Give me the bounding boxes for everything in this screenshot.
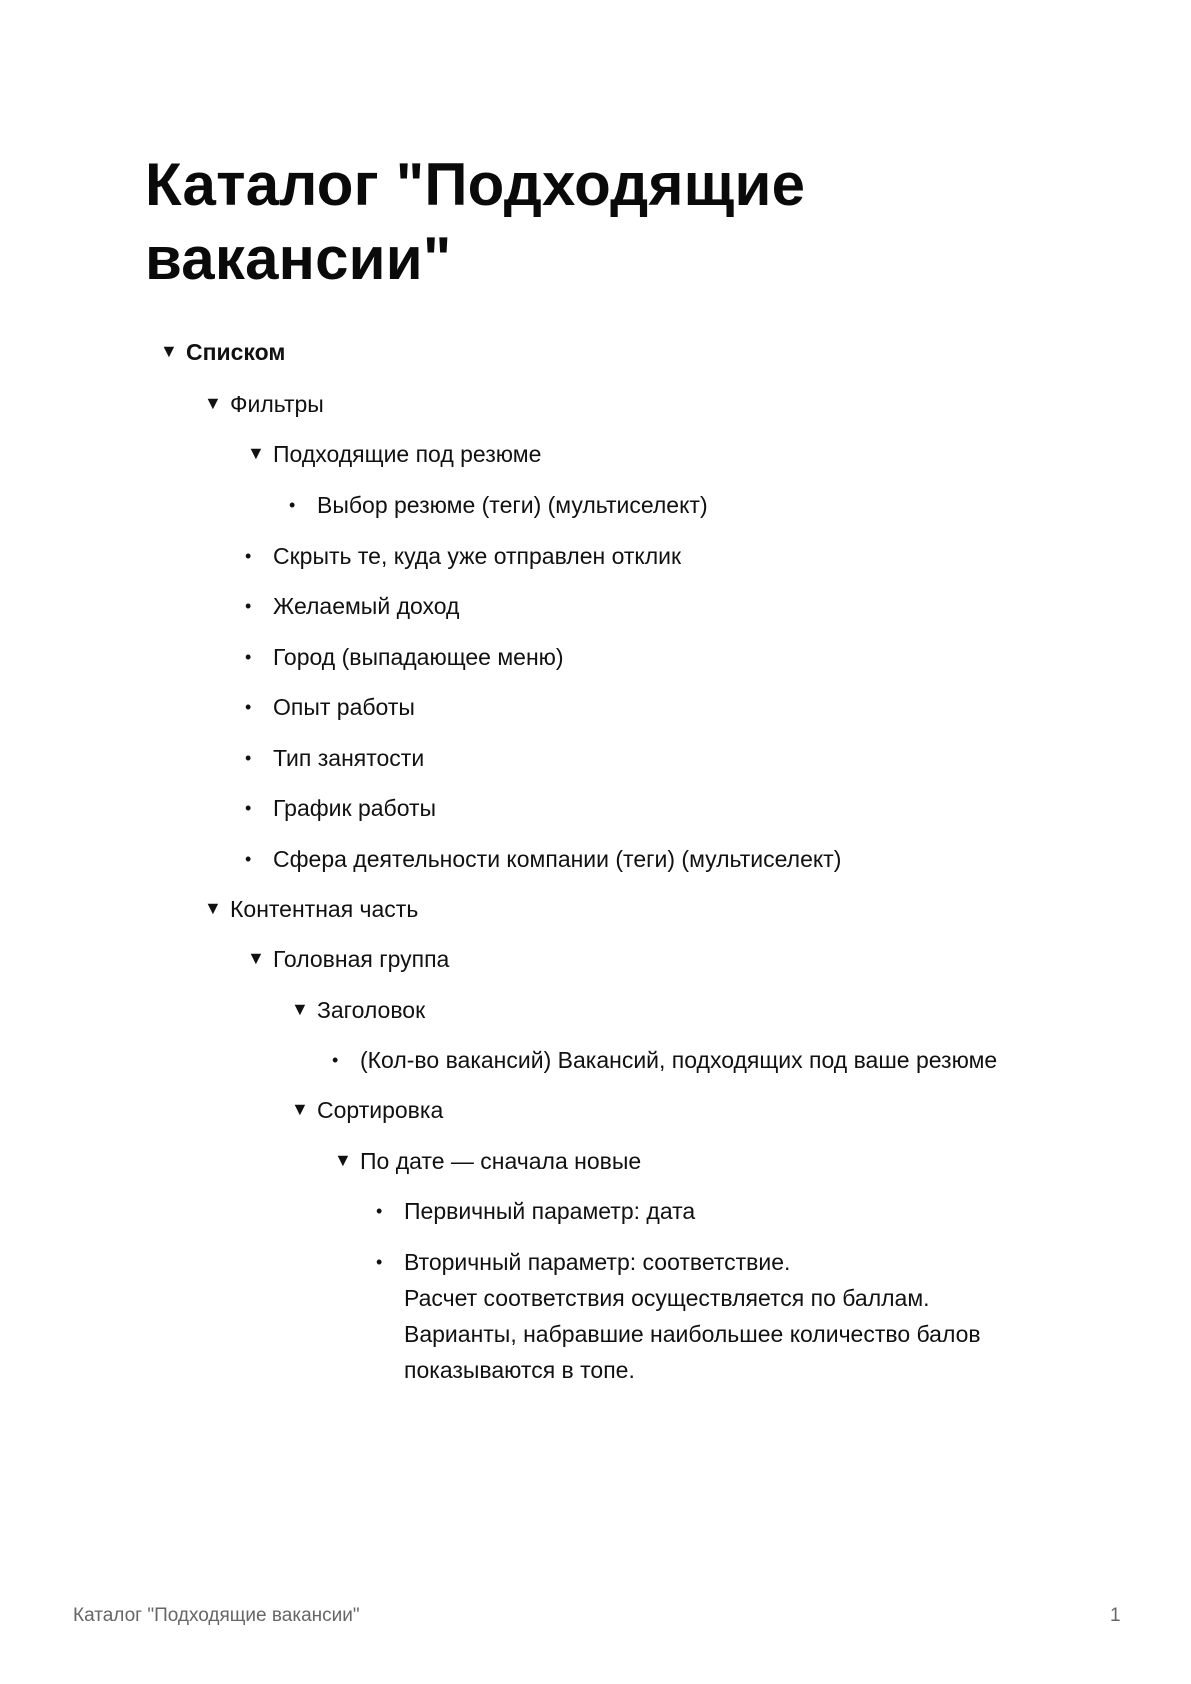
list-item-line: Вторичный параметр: соответствие. bbox=[404, 1249, 791, 1275]
toggle-by-date[interactable] bbox=[334, 1143, 642, 1179]
page-number: 1 bbox=[1110, 1605, 1121, 1626]
list-item bbox=[245, 790, 437, 826]
toggle-label: Контентная часть bbox=[230, 896, 419, 922]
bullet-icon: • bbox=[245, 798, 252, 818]
toggle-triangle-icon[interactable]: ▼ bbox=[247, 443, 265, 463]
toggle-triangle-icon[interactable]: ▼ bbox=[204, 393, 222, 413]
list-item-label: (Кол-во вакансий) Вакансий, подходящих под ваше резюме bbox=[360, 1047, 998, 1073]
list-item-line: показываются в топе. bbox=[404, 1357, 635, 1383]
toggle-triangle-icon[interactable]: ▼ bbox=[291, 999, 309, 1019]
bullet-icon: • bbox=[376, 1201, 383, 1221]
page-title: Каталог "Подходящие вакансии" bbox=[145, 151, 806, 292]
footer-title: Каталог "Подходящие вакансии" bbox=[73, 1605, 360, 1626]
toggle-heading[interactable] bbox=[291, 992, 426, 1028]
list-item bbox=[245, 538, 682, 574]
toggle-sorting[interactable] bbox=[291, 1092, 444, 1128]
bullet-icon: • bbox=[245, 546, 252, 566]
bullet-icon: • bbox=[332, 1050, 339, 1070]
list-item bbox=[245, 841, 842, 877]
toggle-head-group[interactable] bbox=[247, 941, 450, 977]
toggle-resume-match[interactable] bbox=[247, 436, 542, 472]
list-item bbox=[289, 487, 708, 523]
list-item-label: Первичный параметр: дата bbox=[404, 1198, 696, 1224]
toggle-label: Подходящие под резюме bbox=[273, 441, 542, 467]
list-item-line: Варианты, набравшие наибольшее количество балов bbox=[404, 1321, 981, 1347]
toggle-triangle-icon[interactable]: ▼ bbox=[291, 1099, 309, 1119]
list-item-label: Скрыть те, куда уже отправлен отклик bbox=[273, 543, 682, 569]
list-item-label: Город (выпадающее меню) bbox=[273, 644, 564, 670]
list-item bbox=[376, 1244, 981, 1388]
list-item-label: Выбор резюме (теги) (мультиселект) bbox=[317, 492, 708, 518]
list-item-label: Желаемый доход bbox=[273, 593, 460, 619]
toggle-label: По дате — сначала новые bbox=[360, 1148, 642, 1174]
toggle-triangle-icon[interactable]: ▼ bbox=[160, 341, 178, 361]
list-item bbox=[332, 1042, 998, 1078]
list-item bbox=[376, 1193, 696, 1229]
list-item-label: Опыт работы bbox=[273, 694, 415, 720]
toggle-content-part[interactable] bbox=[204, 891, 419, 927]
bullet-icon: • bbox=[245, 596, 252, 616]
toggle-label: Сортировка bbox=[317, 1097, 444, 1123]
bullet-icon: • bbox=[245, 647, 252, 667]
bullet-icon: • bbox=[245, 849, 252, 869]
toggle-filters[interactable] bbox=[204, 386, 324, 422]
list-item-label: Тип занятости bbox=[273, 745, 425, 771]
list-item bbox=[245, 740, 425, 776]
bullet-icon: • bbox=[376, 1252, 383, 1272]
bullet-icon: • bbox=[245, 697, 252, 717]
list-item-label: Сфера деятельности компании (теги) (мультиселект) bbox=[273, 846, 842, 872]
toggle-label: Головная группа bbox=[273, 946, 450, 972]
list-item-label: График работы bbox=[273, 795, 437, 821]
toggle-triangle-icon[interactable]: ▼ bbox=[334, 1150, 352, 1170]
bullet-icon: • bbox=[289, 495, 296, 515]
toggle-label: Заголовок bbox=[317, 997, 426, 1023]
toggle-triangle-icon[interactable]: ▼ bbox=[247, 948, 265, 968]
list-item bbox=[245, 689, 415, 725]
toggle-label: Фильтры bbox=[230, 391, 324, 417]
list-item bbox=[245, 639, 564, 675]
toggle-triangle-icon[interactable]: ▼ bbox=[204, 898, 222, 918]
list-item-line: Расчет соответствия осуществляется по баллам. bbox=[404, 1285, 930, 1311]
list-item bbox=[245, 588, 460, 624]
toggle-label: Списком bbox=[186, 339, 286, 365]
bullet-icon: • bbox=[245, 748, 252, 768]
toggle-list-view[interactable] bbox=[160, 334, 286, 370]
